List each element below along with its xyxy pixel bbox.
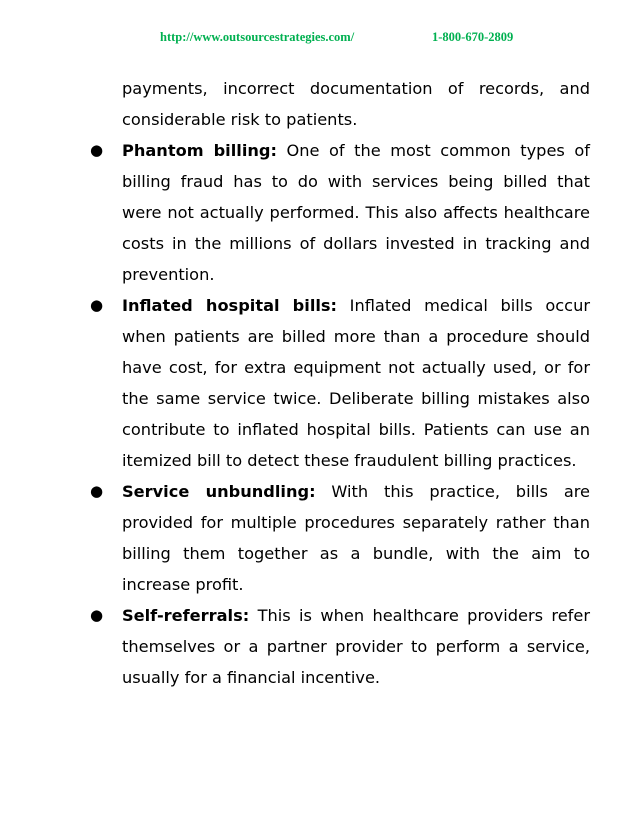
page-header [0,30,638,50]
continuation-paragraph: payments, incorrect documentation of records, and considerable risk to patients. [122,79,590,129]
bullet-icon: ● [90,141,104,159]
header-url-link[interactable]: http://www.outsourcestrategies.com/ [160,30,355,44]
header-phone-number: 1-800-670-2809 [432,30,514,44]
list-item-inflated-hospital-bills [90,290,591,476]
list-item-text: One of the most common types of billing fraud has to do with services being billed that were not actually performed. This also affects healthcare costs in the millions of dollars invested in tracking and prevention. [122,141,590,284]
bullet-icon: ● [90,296,104,314]
list-item-text: With this practice, bills are provided for multiple procedures separately rather than billing them together as a bundle, with the aim to increase profit. [122,482,590,594]
list-item-phantom-billing [90,135,590,290]
bullet-icon: ● [90,606,104,624]
list-item-text: This is when healthcare providers refer themselves or a partner provider to perform a service, usually for a financial incentive. [122,606,590,687]
list-item-service-unbundling [90,476,590,600]
document-body [90,73,591,693]
fraud-types-list [90,135,591,693]
list-item-self-referrals [90,600,590,693]
list-item-term: Phantom billing: [122,141,277,160]
bullet-icon: ● [90,482,104,500]
list-item-term: Self-referrals: [122,606,250,625]
list-item-term: Inflated hospital bills: [122,296,338,315]
list-item-term: Service unbundling: [122,482,316,501]
list-item-text: Inflated medical bills occur when patients are billed more than a procedure should have cost, for extra equipment not actually used, or for the same service twice. Deliberate billing mistakes also contribute to inflated hospital bills. Patients can use an itemized bill to detect these fraudulent billing practices. [122,296,591,470]
